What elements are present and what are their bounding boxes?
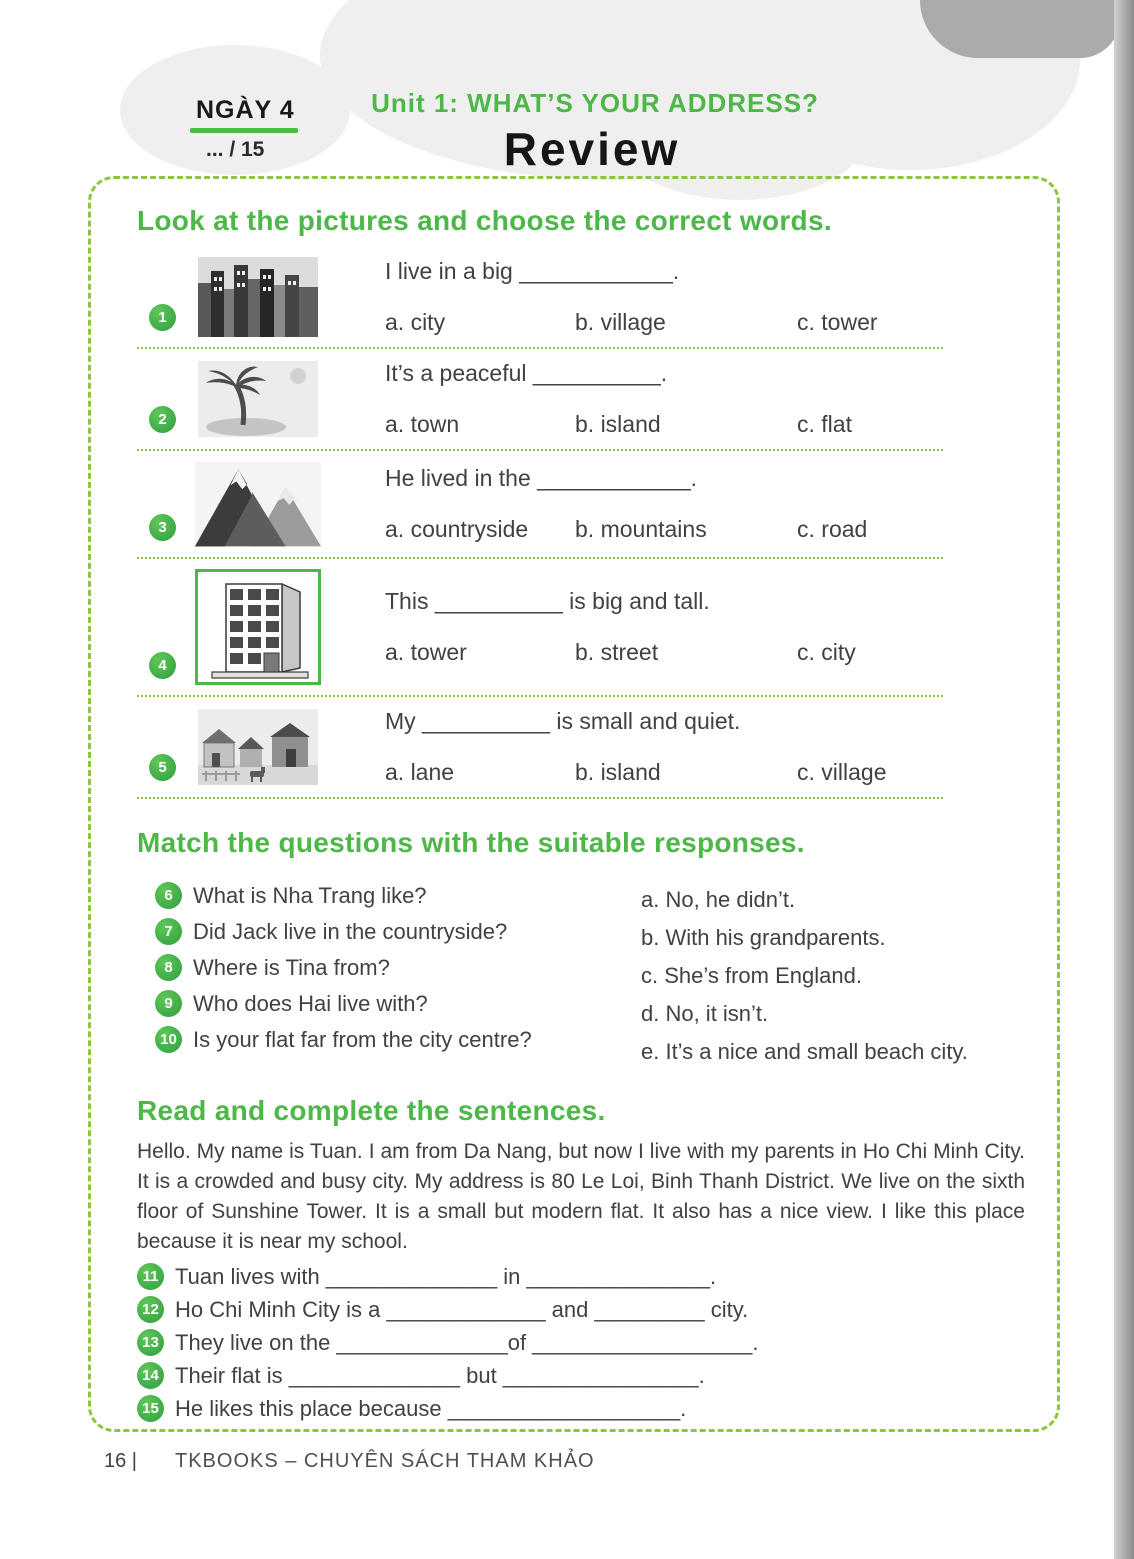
question-sentence: It’s a peaceful __________. — [385, 360, 668, 386]
option-a: a. town — [385, 411, 460, 437]
fill-in-text: He likes this place because ___________________. — [175, 1395, 687, 1421]
village-image-svg — [198, 709, 318, 785]
publisher-text: TKBOOKS – CHUYÊN SÁCH THAM KHẢO — [175, 1450, 595, 1472]
question-sentence: My __________ is small and quiet. — [385, 708, 741, 734]
response-item: c. She’s from England. — [641, 963, 862, 988]
question-item — [155, 918, 641, 945]
option-b: b. island — [575, 759, 661, 785]
option-c: c. village — [797, 759, 887, 785]
response-item: b. With his grandparents. — [641, 925, 886, 950]
item-number-badge: 4 — [149, 652, 176, 679]
page-footer — [104, 1450, 595, 1473]
response-item: e. It’s a nice and small beach city. — [641, 1039, 968, 1064]
exercise2-heading: Match the questions with the suitable responses. — [137, 827, 805, 858]
option-a: a. countryside — [385, 516, 529, 542]
city-image — [195, 257, 321, 337]
fill-in-list — [137, 1263, 1019, 1422]
question-item — [155, 954, 641, 981]
item-number-badge: 10 — [155, 1026, 182, 1053]
item-number-badge: 7 — [155, 918, 182, 945]
option-b: b. village — [575, 309, 666, 335]
review-title: Review — [503, 123, 681, 175]
response-item: a. No, he didn’t. — [641, 887, 796, 912]
questions-column — [155, 873, 641, 1077]
question-text: What is Nha Trang like? — [193, 882, 427, 908]
item-number-badge: 12 — [137, 1296, 164, 1323]
day-underline — [190, 128, 298, 133]
question-sentence: I live in a big ____________. — [385, 258, 680, 284]
fill-in-item — [137, 1296, 1019, 1323]
item-number-badge: 9 — [155, 990, 182, 1017]
item-number-badge: 3 — [149, 514, 176, 541]
island-image-svg — [198, 361, 318, 437]
question-sentence: This __________ is big and tall. — [385, 588, 710, 614]
item-number-badge: 13 — [137, 1329, 164, 1356]
fill-in-text: Tuan lives with ______________ in _______________. — [175, 1263, 717, 1289]
option-c: c. flat — [797, 411, 852, 437]
option-a: a. tower — [385, 639, 467, 665]
score-field: ... / 15 — [206, 138, 265, 161]
option-c: c. road — [797, 516, 868, 542]
village-image — [195, 709, 321, 785]
island-image — [195, 361, 321, 437]
exercise1-row — [137, 559, 943, 697]
item-number-badge: 5 — [149, 754, 176, 781]
exercise1-row — [137, 697, 943, 799]
item-number-badge: 15 — [137, 1395, 164, 1422]
option-b: b. street — [575, 639, 659, 665]
city-image-svg — [198, 257, 318, 337]
page-number: 16 | — [104, 1450, 137, 1472]
exercise1-heading: Look at the pictures and choose the correct words. — [137, 205, 832, 236]
responses-column — [641, 873, 1019, 1077]
exercise1-row — [137, 451, 943, 559]
question-text: Who does Hai live with? — [193, 990, 428, 1016]
question-text: Is your flat far from the city centre? — [193, 1026, 532, 1052]
mountains-image — [195, 461, 321, 547]
item-number-badge: 6 — [155, 882, 182, 909]
tower-image — [195, 569, 321, 685]
option-a: a. city — [385, 309, 446, 335]
response-item: d. No, it isn’t. — [641, 1001, 769, 1026]
fill-in-item — [137, 1395, 1019, 1422]
option-c: c. tower — [797, 309, 878, 335]
fill-in-item — [137, 1329, 1019, 1356]
exercise3-heading: Read and complete the sentences. — [137, 1095, 606, 1126]
fill-in-text: Their flat is ______________ but ________________. — [175, 1362, 705, 1388]
fill-in-text: Ho Chi Minh City is a _____________ and _________ city. — [175, 1296, 749, 1322]
worksheet-panel — [88, 176, 1060, 1432]
question-item — [155, 990, 641, 1017]
question-item — [155, 1026, 641, 1053]
page-edge-strip — [1114, 0, 1134, 1559]
option-b: b. island — [575, 411, 661, 437]
day-badge: NGÀY 4 — [196, 96, 295, 124]
item-number-badge: 1 — [149, 304, 176, 331]
item-number-badge: 2 — [149, 406, 176, 433]
question-text: Where is Tina from? — [193, 954, 390, 980]
exercise1-list — [137, 247, 1019, 799]
exercise1-row — [137, 349, 943, 451]
item-number-badge: 11 — [137, 1263, 164, 1290]
question-sentence: He lived in the ____________. — [385, 465, 698, 491]
item-number-badge: 14 — [137, 1362, 164, 1389]
tower-image-svg — [200, 574, 316, 680]
unit-title: Unit 1: WHAT’S YOUR ADDRESS? — [371, 88, 819, 118]
option-b: b. mountains — [575, 516, 707, 542]
fill-in-text: They live on the ______________of __________________. — [175, 1329, 759, 1355]
match-section — [137, 873, 1019, 1077]
item-number-badge: 8 — [155, 954, 182, 981]
exercise1-row — [137, 247, 943, 349]
corner-cloud-shape — [920, 0, 1120, 58]
question-text: Did Jack live in the countryside? — [193, 918, 508, 944]
mountains-image-svg — [195, 461, 321, 547]
reading-paragraph: Hello. My name is Tuan. I am from Da Nang, but now I live with my parents in Ho Chi Minh City. It is a crowded and busy city. My address is 80 Le Loi, Binh Thanh District. We live on the sixth floor of Sunshine Tower. It is a small but modern flat. It also has a nice view. I like this place because it is near my school. — [137, 1140, 1025, 1254]
option-c: c. city — [797, 639, 856, 665]
option-a: a. lane — [385, 759, 455, 785]
fill-in-item — [137, 1263, 1019, 1290]
question-item — [155, 882, 641, 909]
fill-in-item — [137, 1362, 1019, 1389]
